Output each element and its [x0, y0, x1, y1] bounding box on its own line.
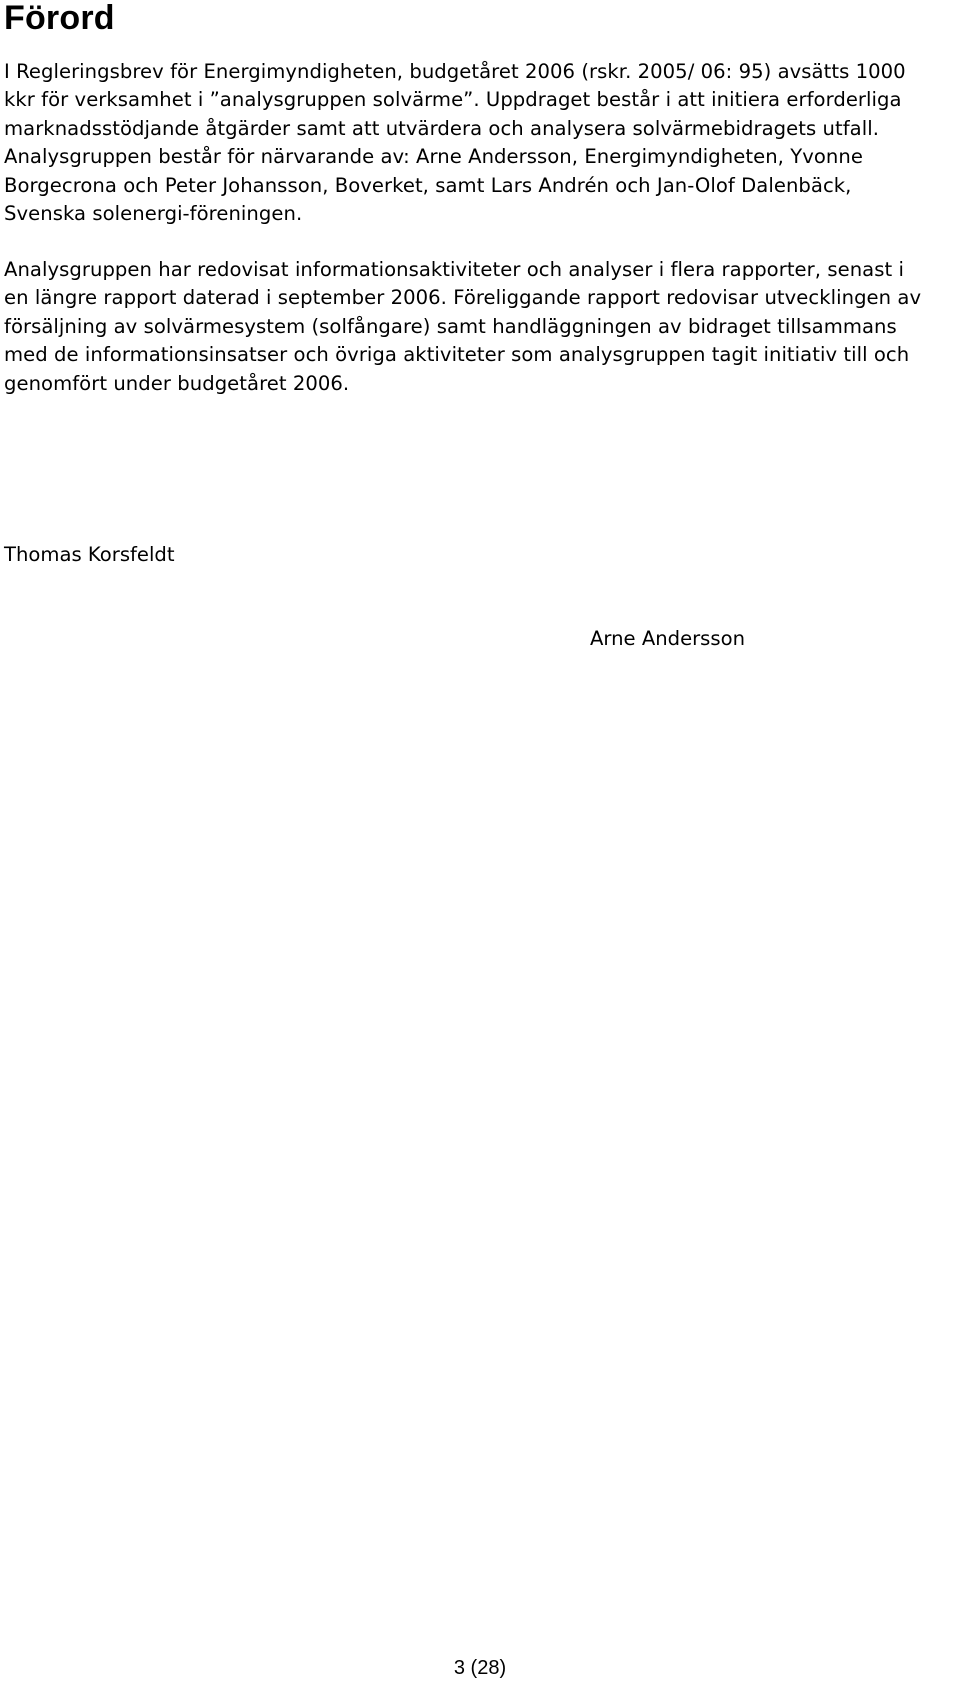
text-line: genomfört under budgetåret 2006.: [4, 371, 350, 395]
text-line: Analysgruppen består för närvarande av: Arne Andersson, Energimyndigheten, Yvonne: [4, 145, 863, 169]
page-number: 3 (28): [453, 1657, 507, 1679]
text-line: Borgecrona och Peter Johansson, Boverket, samt Lars Andrén och Jan-Olof Dalenbäck,: [4, 173, 852, 197]
text-line: marknadsstödjande åtgärder samt att utvärdera och analysera solvärmebidragets utfall.: [4, 116, 879, 140]
text-line: Svenska solenergi-föreningen.: [4, 202, 303, 226]
paragraph-intro: [4, 58, 940, 228]
text-line: Analysgruppen har redovisat informationsaktiviteter och analyser i flera rapporter, senast i: [4, 258, 904, 281]
text-line: med de informationsinsatser och övriga aktiviteter som analysgruppen tagit initiativ till och: [4, 343, 910, 367]
paragraph-report: [4, 256, 940, 398]
signature-thomas-korsfeldt: Thomas Korsfeldt: [4, 543, 175, 566]
text-line: försäljning av solvärmesystem (solfångare) samt handläggningen av bidraget tillsammans: [4, 314, 897, 338]
signature-arne-andersson: Arne Andersson: [590, 627, 746, 650]
page-title: Förord: [4, 0, 115, 37]
text-line: I Regleringsbrev för Energimyndigheten, budgetåret 2006 (rskr. 2005/ 06: 95) avsätts 1000: [4, 60, 906, 83]
text-line: kkr för verksamhet i ”analysgruppen solvärme”. Uppdraget består i att initiera erforderliga: [4, 88, 902, 112]
text-line: en längre rapport daterad i september 2006. Föreliggande rapport redovisar utvecklingen av: [4, 286, 922, 310]
